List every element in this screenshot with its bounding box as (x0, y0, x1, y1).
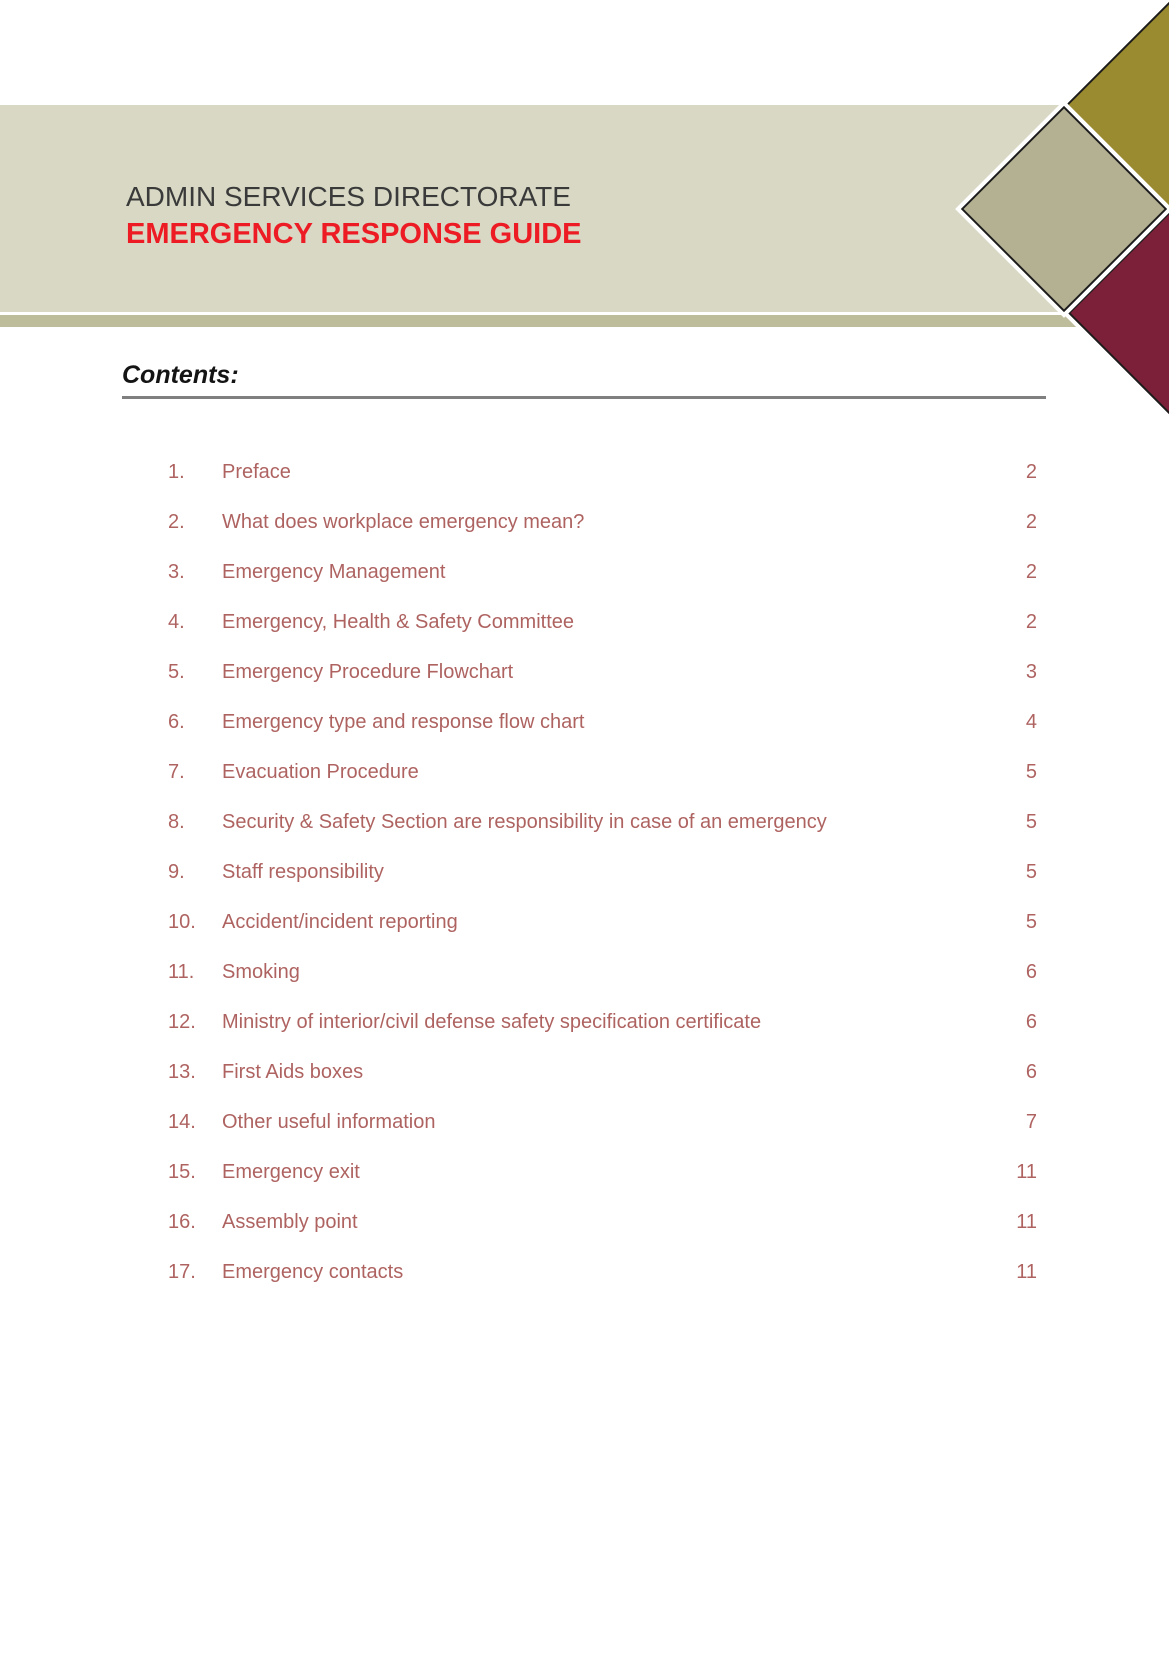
toc-entry-page: 2 (1025, 610, 1037, 633)
toc-entry-page: 11 (1016, 1160, 1037, 1183)
toc-entry-page: 2 (1025, 560, 1037, 583)
toc-entry-title: Ministry of interior/civil defense safety specification certificate (222, 1010, 762, 1033)
toc-entry (168, 747, 1037, 797)
toc-entry-number: 8. (168, 810, 185, 833)
toc-entry (168, 897, 1037, 947)
toc-entry-number: 10. (168, 910, 196, 933)
toc-entry-page: 5 (1025, 760, 1037, 783)
toc-entry-page: 5 (1025, 910, 1037, 933)
toc-entry-number: 2. (168, 510, 185, 533)
toc-entry-number: 17. (168, 1260, 196, 1283)
toc-entry (168, 947, 1037, 997)
toc-entry-number: 12. (168, 1010, 196, 1033)
toc-entry-number: 9. (168, 860, 185, 883)
toc-entry-title: Assembly point (222, 1210, 358, 1233)
toc-entry-number: 11. (168, 960, 195, 983)
toc-entry (168, 847, 1037, 897)
table-of-contents (168, 447, 1037, 1297)
contents-divider-rule (122, 396, 1046, 399)
header-accent-stripe (0, 315, 1169, 327)
toc-entry (168, 1197, 1037, 1247)
toc-entry-number: 13. (168, 1060, 196, 1083)
toc-entry-title: Emergency type and response flow chart (222, 710, 585, 733)
toc-entry-page: 2 (1025, 510, 1037, 533)
toc-entry-number: 15. (168, 1160, 196, 1183)
toc-entry (168, 1047, 1037, 1097)
toc-entry-number: 4. (168, 610, 185, 633)
toc-entry-number: 14. (168, 1110, 196, 1133)
toc-entry-title: First Aids boxes (222, 1060, 364, 1083)
toc-entry-title: Emergency Procedure Flowchart (222, 660, 514, 683)
document-title: EMERGENCY RESPONSE GUIDE (126, 218, 582, 250)
toc-entry-page: 11 (1016, 1210, 1037, 1233)
toc-entry (168, 1147, 1037, 1197)
contents-heading: Contents: (122, 361, 239, 389)
toc-entry-page: 5 (1025, 860, 1037, 883)
toc-entry-number: 6. (168, 710, 185, 733)
toc-entry-page: 3 (1025, 660, 1037, 683)
toc-entry-title: What does workplace emergency mean? (222, 510, 585, 533)
toc-entry-number: 16. (168, 1210, 196, 1233)
toc-entry-page: 6 (1025, 1010, 1037, 1033)
toc-entry-number: 5. (168, 660, 185, 683)
toc-entry-title: Security & Safety Section are responsibility in case of an emergency (222, 810, 827, 833)
toc-entry (168, 647, 1037, 697)
toc-entry-title: Smoking (222, 960, 300, 983)
toc-entry-title: Preface (222, 460, 291, 483)
toc-entry (168, 447, 1037, 497)
toc-entry-page: 7 (1025, 1110, 1037, 1133)
toc-entry (168, 497, 1037, 547)
toc-entry-number: 3. (168, 560, 185, 583)
toc-entry (168, 1097, 1037, 1147)
toc-entry-title: Emergency exit (222, 1160, 360, 1183)
directorate-subtitle: ADMIN SERVICES DIRECTORATE (126, 181, 571, 212)
toc-entry (168, 697, 1037, 747)
toc-entry-number: 7. (168, 760, 185, 783)
toc-entry-title: Accident/incident reporting (222, 910, 458, 933)
toc-entry-title: Emergency Management (222, 560, 446, 583)
toc-entry-page: 2 (1025, 460, 1037, 483)
toc-entry-page: 6 (1025, 960, 1037, 983)
toc-entry-page: 11 (1016, 1260, 1037, 1283)
toc-entry (168, 1247, 1037, 1297)
toc-entry-title: Emergency contacts (222, 1260, 404, 1283)
toc-entry-page: 5 (1025, 810, 1037, 833)
toc-entry-title: Other useful information (222, 1110, 436, 1133)
toc-entry-page: 6 (1025, 1060, 1037, 1083)
toc-entry (168, 797, 1037, 847)
toc-entry-title: Staff responsibility (222, 860, 384, 883)
toc-entry (168, 597, 1037, 647)
toc-entry (168, 997, 1037, 1047)
toc-entry-title: Evacuation Procedure (222, 760, 419, 783)
toc-entry (168, 547, 1037, 597)
toc-entry-number: 1. (168, 460, 185, 483)
toc-entry-page: 4 (1025, 710, 1037, 733)
toc-entry-title: Emergency, Health & Safety Committee (222, 610, 574, 633)
